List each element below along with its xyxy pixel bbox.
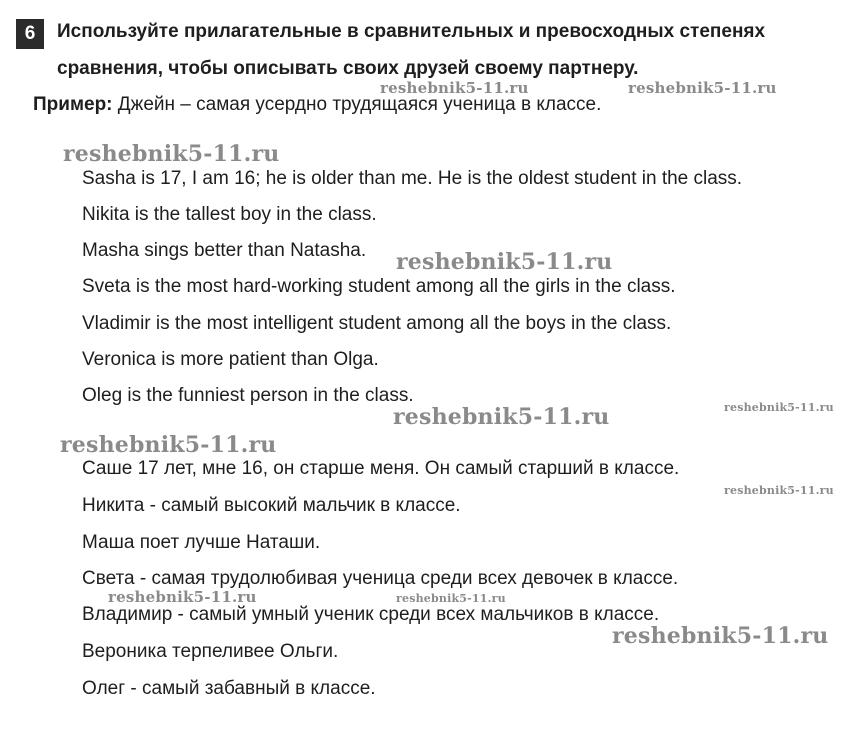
watermark: reshebnik5-11.ru <box>63 141 280 167</box>
english-answer-6: Veronica is more patient than Olga. <box>82 349 379 370</box>
watermark: reshebnik5-11.ru <box>396 249 613 275</box>
example <box>33 93 601 117</box>
task-instruction-line-2: сравнения, чтобы описывать своих друзей своему партнеру. <box>57 58 639 79</box>
russian-answer-4: Света - самая трудолюбивая ученица среди всех девочек в классе. <box>82 568 679 589</box>
task-number-badge: 6 <box>16 19 44 49</box>
russian-answer-6: Вероника терпеливее Ольги. <box>82 641 339 662</box>
watermark: reshebnik5-11.ru <box>396 592 506 605</box>
task-instruction-line-1: Используйте прилагательные в сравнительных и превосходных степенях <box>57 21 766 42</box>
watermark: reshebnik5-11.ru <box>628 79 777 97</box>
watermark: reshebnik5-11.ru <box>380 79 529 97</box>
english-answer-3: Masha sings better than Natasha. <box>82 240 367 261</box>
watermark: reshebnik5-11.ru <box>724 484 834 497</box>
watermark: reshebnik5-11.ru <box>724 401 834 414</box>
english-answer-1: Sasha is 17, I am 16; he is older than me. He is the oldest student in the class. <box>82 168 743 189</box>
watermark: reshebnik5-11.ru <box>393 404 610 430</box>
example-text: Джейн – самая усердно трудящаяся ученица в классе. <box>117 94 602 115</box>
russian-answer-1: Саше 17 лет, мне 16, он старше меня. Он самый старший в классе. <box>82 458 680 479</box>
russian-answer-3: Маша поет лучше Наташи. <box>82 532 321 553</box>
russian-answer-5: Владимир - самый умный ученик среди всех мальчиков в классе. <box>82 604 660 625</box>
watermark: reshebnik5-11.ru <box>60 432 277 458</box>
english-answer-5: Vladimir is the most intelligent student among all the boys in the class. <box>82 313 672 334</box>
english-answer-7: Oleg is the funniest person in the class. <box>82 385 414 406</box>
russian-answer-2: Никита - самый высокий мальчик в классе. <box>82 495 461 516</box>
russian-answer-7: Олег - самый забавный в классе. <box>82 678 376 699</box>
watermark: reshebnik5-11.ru <box>108 588 257 606</box>
english-answer-4: Sveta is the most hard-working student among all the girls in the class. <box>82 276 676 297</box>
english-answer-2: Nikita is the tallest boy in the class. <box>82 204 377 225</box>
watermark: reshebnik5-11.ru <box>612 623 829 649</box>
example-label: Пример: <box>33 94 113 115</box>
